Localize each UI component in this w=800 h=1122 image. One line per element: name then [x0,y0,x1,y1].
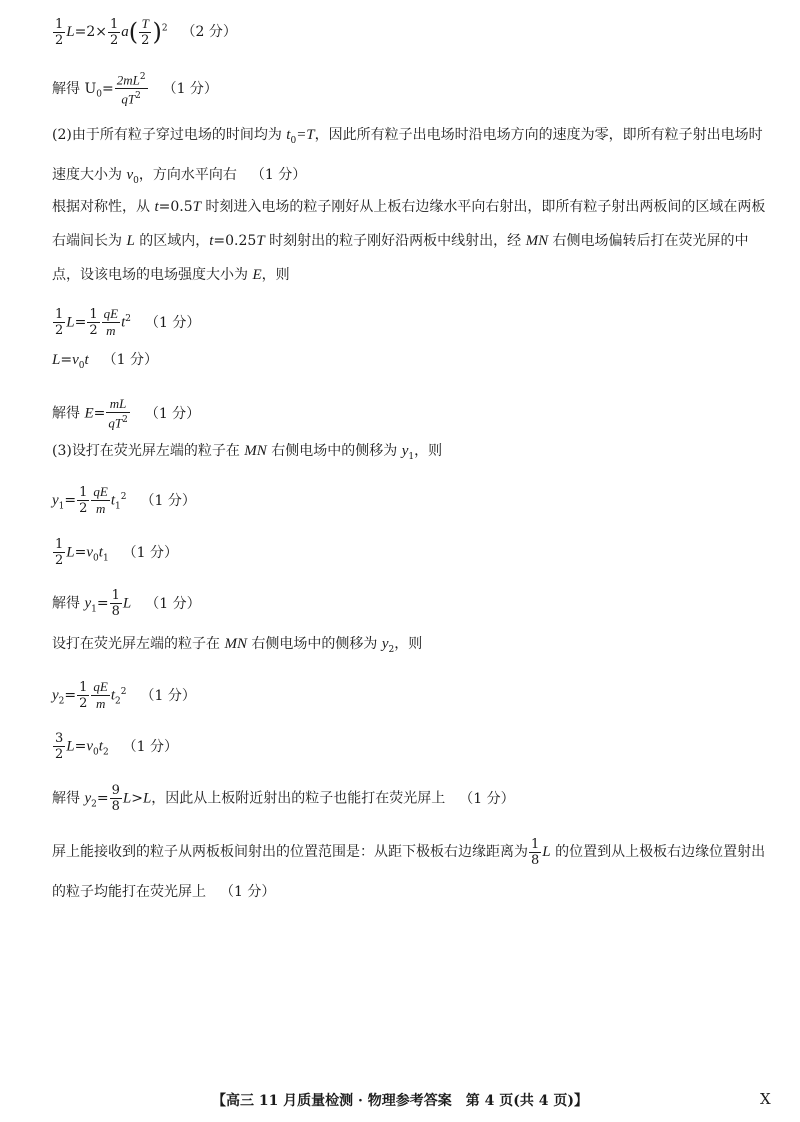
formula-6: $y_1=$ $\frac{1}{2}$ $\frac{qE}{m}$ $t_1^2$ （1 分） [52,484,196,516]
score: （1 分） [140,687,196,704]
score: （1 分） [122,544,179,561]
score: （2 分） [181,24,237,40]
corner-mark: X [760,1090,771,1108]
paragraph-conclusion: 屏上能接收到的粒子从两板板间射出的位置范围是：从距下极板右边缘距离为 $\frac{1}{8}$ L 的位置到从上极板右边缘位置射出的粒子均能打在荧光屏上 （1 分） [52,836,766,900]
score: （1 分） [140,492,196,509]
formula-3: $\frac{1}{2}$ L= $\frac{1}{2}$ $\frac{qE}{m}$ $t^2$ （1 分） [55,306,201,338]
score: （1 分） [145,314,201,331]
page-footer: 【高三 11 月质量检测 · 物理参考答案 第 4 页(共 4 页)】 [211,1093,589,1109]
paragraph-symmetry: 根据对称性，从 t=0.5T 时刻进入电场的粒子刚好从上板右边缘水平向右射出，即所有粒子射出两板间的区域在两板右端间长为 L 的区域内，t=0.25T 时刻射出的粒子刚好沿两板中线射出，经 MN 右侧电场偏转后打在荧光屏的中点，设该电场的电场强度大小为 E，则 [52,199,766,283]
score: （1 分） [144,405,201,422]
paragraph-part3b: 设打在荧光屏左端的粒子在 MN 右侧电场中的侧移为 $y_2$，则 [52,636,423,655]
formula-2: 解得 $U_0=$ $\frac{2mL^2}{qT^2}$ （1 分） [52,72,218,107]
formula-10: $\frac{3}{2}$ $L=v_0t_2$ （1 分） [55,731,179,762]
formula-1: $\frac{1}{2}$ L=2× $\frac{1}{2}$ a( $\frac{T}{2}$ )$^2$ （2 分） [55,16,237,48]
paragraph-part3: (3)设打在荧光屏左端的粒子在 MN 右侧电场中的侧移为 $y_1$，则 [52,443,443,462]
formula-4: $L=v_0t$ （1 分） [52,352,159,371]
score: （1 分） [122,738,179,755]
formula-8: 解得 $y_1=$ $\frac{1}{8}$ L （1 分） [52,588,201,619]
score: （1 分） [145,595,201,612]
formula-7: $\frac{1}{2}$ $L=v_0t_1$ （1 分） [55,537,179,568]
score: （1 分） [102,352,159,368]
formula-11: 解得 $y_2=$ $\frac{9}{8}$ L>L，因此从上板附近射出的粒子也能打在荧光屏上 （1 分） [52,783,515,814]
paragraph-part2: (2)由于所有粒子穿过电场的时间均为 $t_0=T$，因此所有粒子出电场时沿电场方向的速度为零，即所有粒子射出电场时速度大小为 $v_0$，方向水平向右 （1 分） [52,127,763,186]
score: （1 分） [162,80,218,97]
formula-9: $y_2=$ $\frac{1}{2}$ $\frac{qE}{m}$ $t_2^2$ （1 分） [52,679,196,711]
formula-5: 解得 E= $\frac{mL}{qT^2}$ （1 分） [52,396,201,431]
score: （1 分） [459,790,515,807]
